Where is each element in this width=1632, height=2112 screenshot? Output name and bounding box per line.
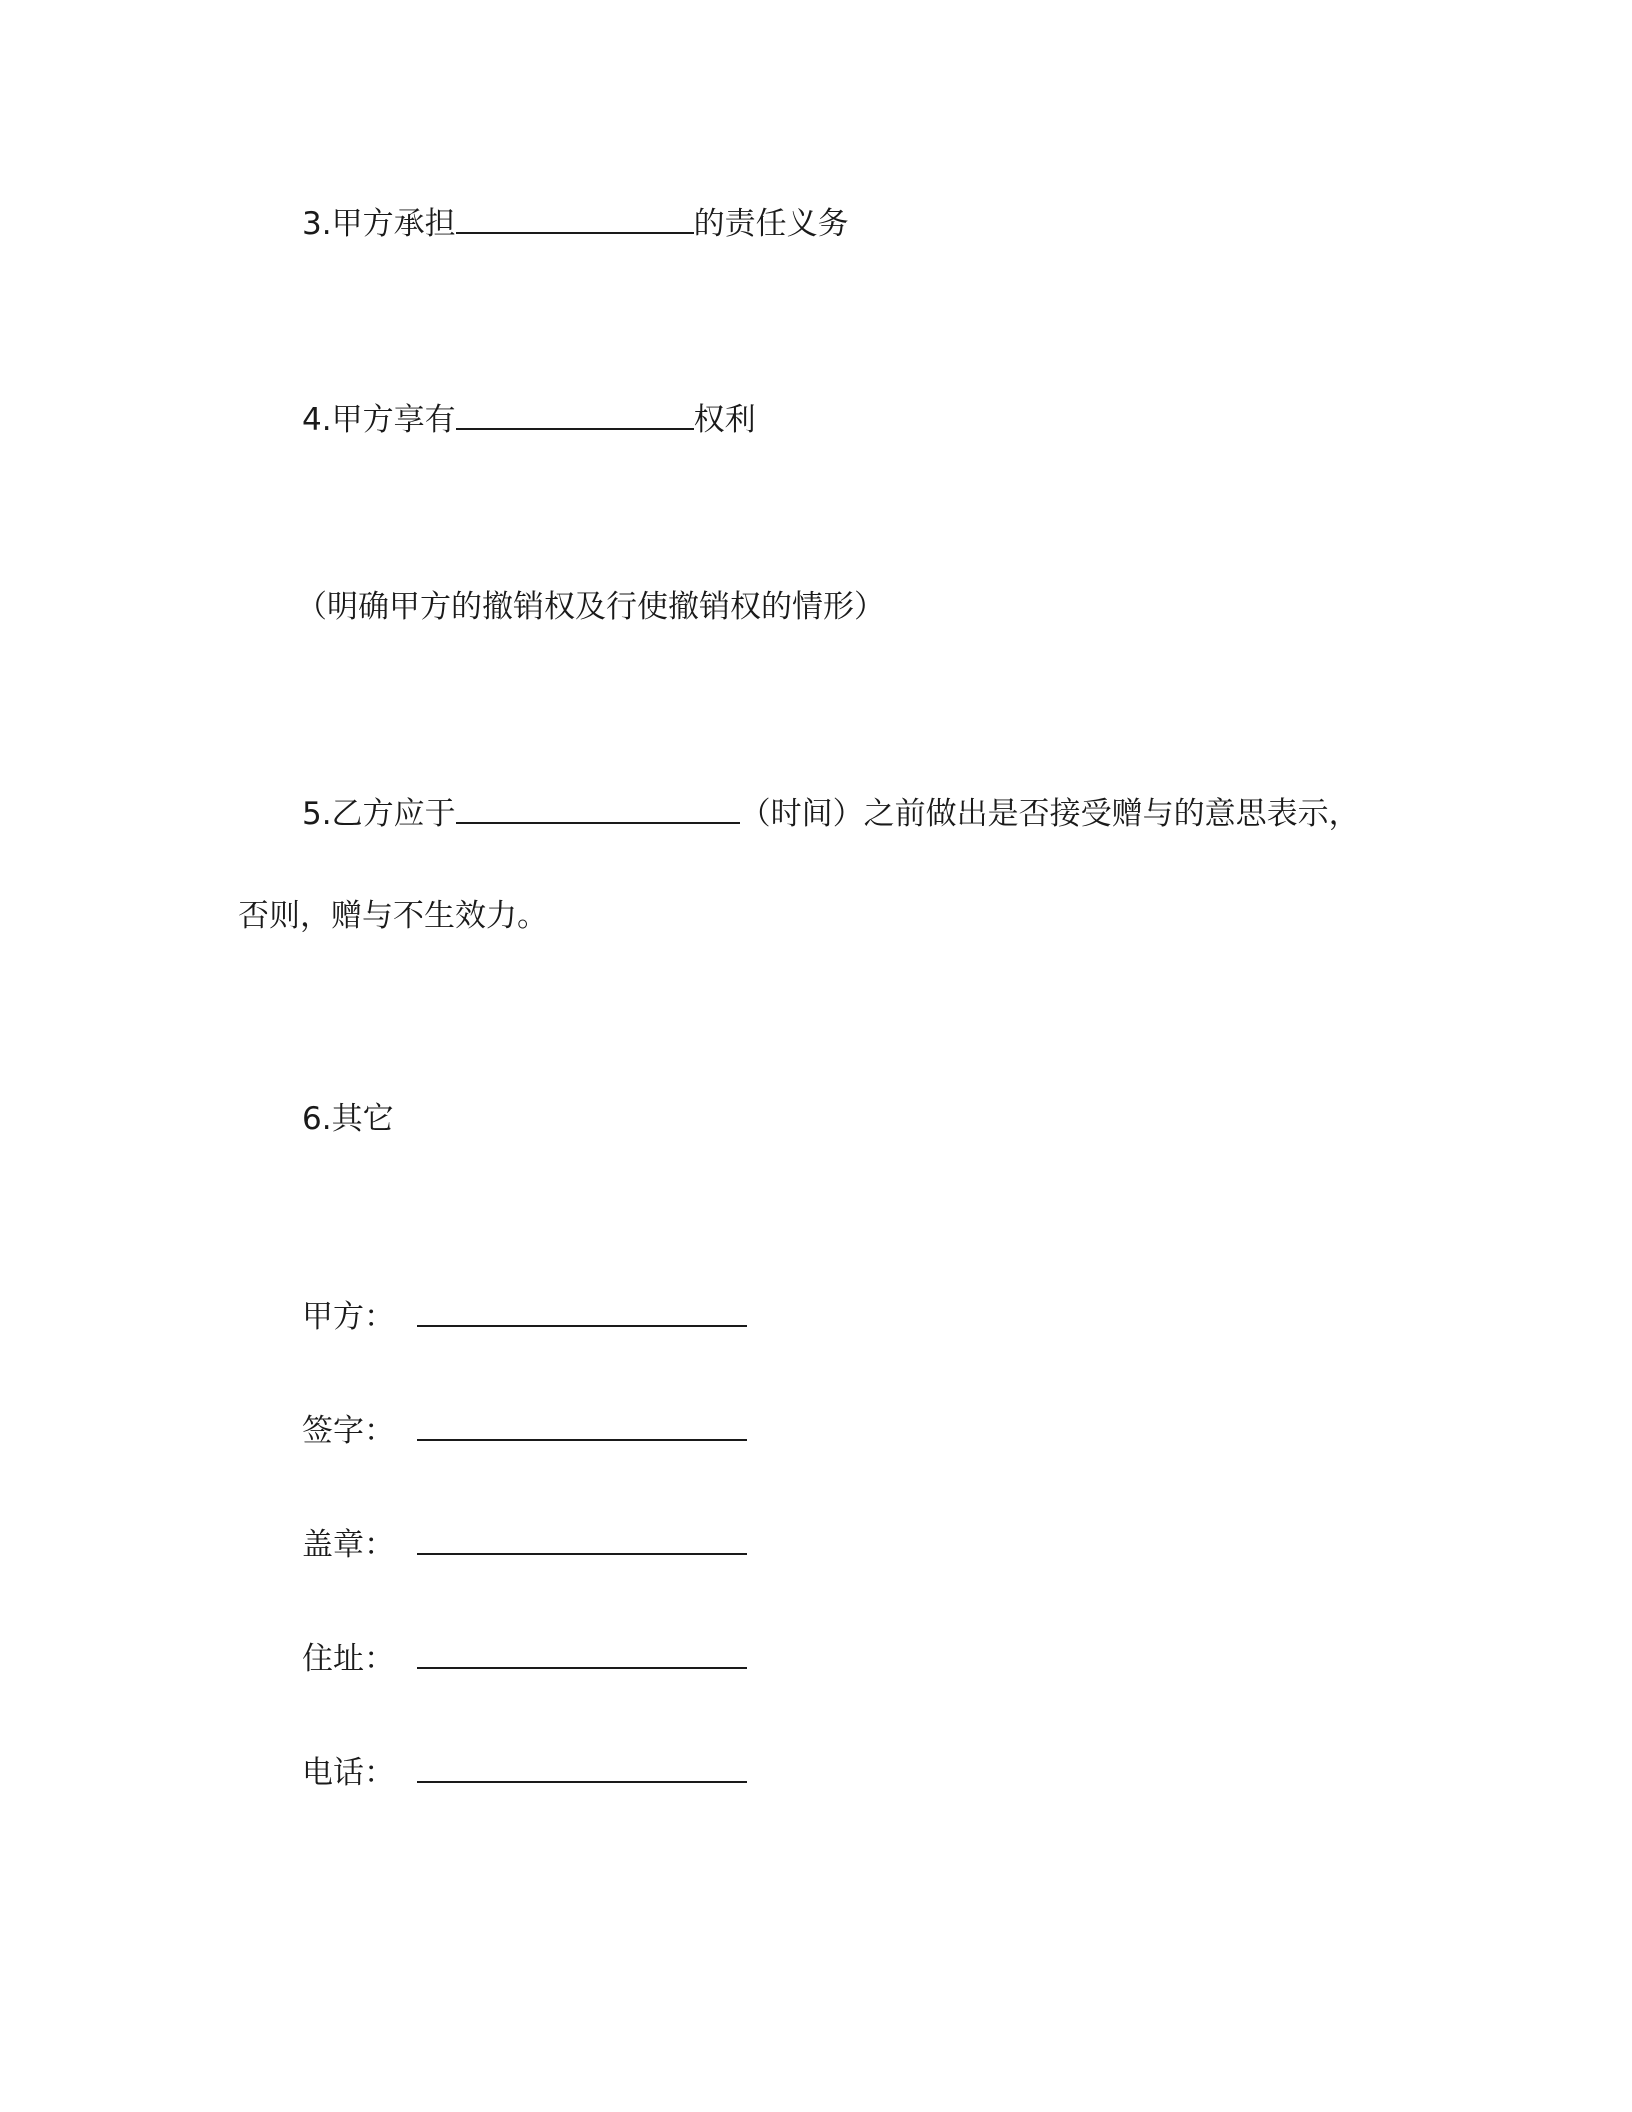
phone-blank [417, 1747, 747, 1783]
clause-5-suffix: （时间）之前做出是否接受赠与的意思表示， [739, 796, 1360, 832]
clause-6 [302, 1099, 394, 1139]
clause-3-prefix: 3.甲方承担 [302, 206, 456, 242]
clause-3 [302, 198, 849, 244]
phone-label: 电话： [302, 1755, 395, 1791]
signature-label: 签字： [302, 1413, 395, 1449]
signature-row [302, 1405, 747, 1451]
clause-5 [302, 788, 1360, 834]
address-row [302, 1633, 747, 1679]
signature-blank [417, 1405, 747, 1441]
clause-6-text: 6.其它 [302, 1101, 394, 1137]
address-blank [417, 1633, 747, 1669]
seal-row [302, 1519, 747, 1565]
clause-4-blank [456, 394, 694, 430]
clause-4-suffix: 权利 [693, 402, 756, 438]
clause-5-prefix: 5.乙方应于 [302, 796, 456, 832]
clause-3-blank [456, 198, 694, 234]
revocation-note-text: （明确甲方的撤销权及行使撤销权的情形） [296, 589, 885, 625]
party-a-blank [417, 1291, 747, 1327]
seal-label: 盖章： [302, 1527, 395, 1563]
party-a-row [302, 1291, 747, 1337]
clause-4-prefix: 4.甲方享有 [302, 402, 456, 438]
clause-3-suffix: 的责任义务 [693, 206, 849, 242]
party-a-label: 甲方： [302, 1299, 395, 1335]
address-label: 住址： [302, 1641, 395, 1677]
revocation-note [296, 587, 885, 627]
clause-4 [302, 394, 756, 440]
clause-5-continuation [238, 896, 548, 936]
phone-row [302, 1747, 747, 1793]
clause-5-blank [456, 788, 740, 824]
seal-blank [417, 1519, 747, 1555]
clause-5-continuation-text: 否则，赠与不生效力。 [238, 898, 548, 934]
